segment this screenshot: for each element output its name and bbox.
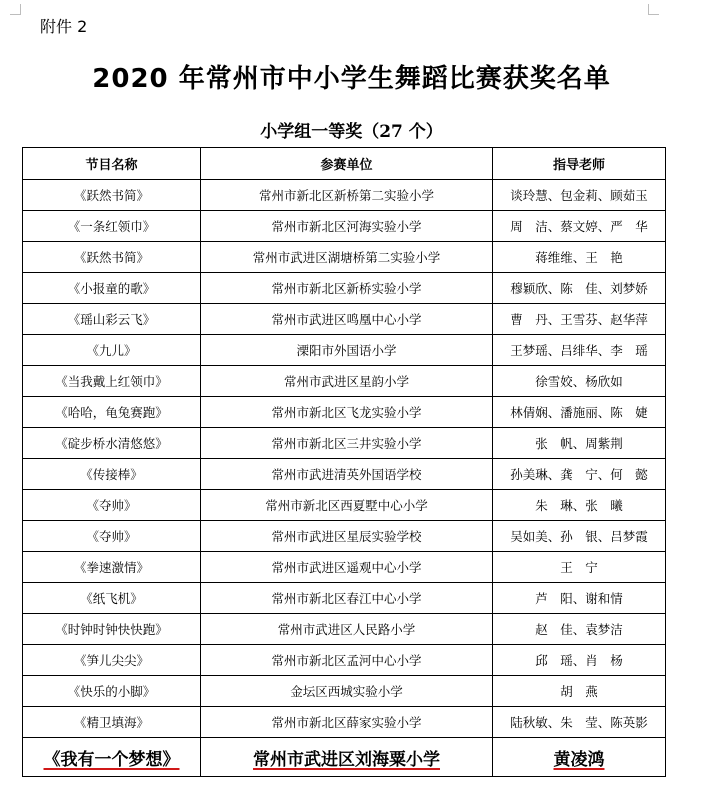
unit-cell: 常州市新北区新桥实验小学 — [201, 273, 493, 304]
program-cell: 《夺帅》 — [23, 521, 201, 552]
program-cell: 《传接棒》 — [23, 459, 201, 490]
table-row — [23, 552, 666, 583]
unit-cell: 溧阳市外国语小学 — [201, 335, 493, 366]
unit-cell: 常州市武进区鸣凰中心小学 — [201, 304, 493, 335]
teacher-cell: 邱 瑶、肖 杨 — [493, 645, 666, 676]
teacher-cell: 谈玲慧、包金莉、顾茹玉 — [493, 180, 666, 211]
unit-cell: 常州市新北区新桥第二实验小学 — [201, 180, 493, 211]
teacher-cell: 张 帆、周紫荆 — [493, 428, 666, 459]
teacher-cell: 周 洁、蔡文婷、严 华 — [493, 211, 666, 242]
document-title: 2020 年常州市中小学生舞蹈比赛获奖名单 — [92, 64, 611, 94]
unit-cell: 常州市新北区飞龙实验小学 — [201, 397, 493, 428]
program-cell: 《碇步桥水清悠悠》 — [23, 428, 201, 459]
table-row — [23, 583, 666, 614]
program-cell: 《夺帅》 — [23, 490, 201, 521]
program-cell: 《当我戴上红领巾》 — [23, 366, 201, 397]
table-row — [23, 211, 666, 242]
program-cell: 《纸飞机》 — [23, 583, 201, 614]
unit-cell: 常州市武进区刘海粟小学 — [201, 738, 493, 777]
header-unit: 参赛单位 — [201, 148, 493, 180]
header-teacher: 指导老师 — [493, 148, 666, 180]
teacher-cell: 孙美琳、龚 宁、何 懿 — [493, 459, 666, 490]
table-row — [23, 180, 666, 211]
table-row — [23, 397, 666, 428]
unit-cell: 常州市武进区遥观中心小学 — [201, 552, 493, 583]
table-row — [23, 707, 666, 738]
table-row — [23, 428, 666, 459]
teacher-cell: 林倩娴、潘施丽、陈 婕 — [493, 397, 666, 428]
teacher-cell: 吴如美、孙 银、吕梦霞 — [493, 521, 666, 552]
section-subtitle: 小学组一等奖（27 个） — [260, 122, 443, 142]
table-row — [23, 490, 666, 521]
unit-cell: 常州市武进区星辰实验学校 — [201, 521, 493, 552]
teacher-cell: 穆颖欣、陈 佳、刘梦娇 — [493, 273, 666, 304]
table-row — [23, 521, 666, 552]
award-table — [22, 147, 666, 777]
unit-cell: 常州市武进区湖塘桥第二实验小学 — [201, 242, 493, 273]
table-row — [23, 459, 666, 490]
unit-cell: 常州市新北区三井实验小学 — [201, 428, 493, 459]
unit-cell: 常州市新北区孟河中心小学 — [201, 645, 493, 676]
teacher-cell: 徐雪姣、杨欣如 — [493, 366, 666, 397]
program-cell: 《瑶山彩云飞》 — [23, 304, 201, 335]
program-cell: 《快乐的小脚》 — [23, 676, 201, 707]
table-row — [23, 242, 666, 273]
table-row — [23, 645, 666, 676]
program-cell: 《精卫填海》 — [23, 707, 201, 738]
teacher-cell: 王 宁 — [493, 552, 666, 583]
program-cell: 《时钟时钟快快跑》 — [23, 614, 201, 645]
teacher-cell: 黄凌鸿 — [493, 738, 666, 777]
table-header-row — [23, 148, 666, 180]
program-cell: 《跃然书简》 — [23, 242, 201, 273]
unit-cell: 常州市武进区星韵小学 — [201, 366, 493, 397]
program-cell: 《跃然书简》 — [23, 180, 201, 211]
teacher-cell: 蒋维维、王 艳 — [493, 242, 666, 273]
teacher-cell: 朱 琳、张 曦 — [493, 490, 666, 521]
attachment-label: 附件 2 — [40, 17, 88, 36]
program-cell: 《小报童的歌》 — [23, 273, 201, 304]
teacher-cell: 赵 佳、袁梦洁 — [493, 614, 666, 645]
table-row — [23, 304, 666, 335]
teacher-cell: 陆秋敏、朱 莹、陈英影 — [493, 707, 666, 738]
program-cell: 《九儿》 — [23, 335, 201, 366]
corner-mark-left — [10, 4, 21, 15]
table-row — [23, 676, 666, 707]
program-cell: 《哈哈，龟兔赛跑》 — [23, 397, 201, 428]
table-row — [23, 273, 666, 304]
program-cell: 《笋儿尖尖》 — [23, 645, 201, 676]
teacher-cell: 胡 燕 — [493, 676, 666, 707]
corner-mark-right — [648, 4, 659, 15]
unit-cell: 常州市武进清英外国语学校 — [201, 459, 493, 490]
table-row — [23, 614, 666, 645]
header-program: 节目名称 — [23, 148, 201, 180]
teacher-cell: 王梦瑶、吕绯华、李 瑶 — [493, 335, 666, 366]
unit-cell: 常州市新北区河海实验小学 — [201, 211, 493, 242]
table-row — [23, 335, 666, 366]
program-cell: 《我有一个梦想》 — [23, 738, 201, 777]
table-row — [23, 738, 666, 777]
teacher-cell: 芦 阳、谢和情 — [493, 583, 666, 614]
program-cell: 《拳速激情》 — [23, 552, 201, 583]
unit-cell: 常州市新北区薛家实验小学 — [201, 707, 493, 738]
table-body — [23, 180, 666, 777]
table-row — [23, 366, 666, 397]
unit-cell: 常州市新北区春江中心小学 — [201, 583, 493, 614]
unit-cell: 常州市武进区人民路小学 — [201, 614, 493, 645]
program-cell: 《一条红领巾》 — [23, 211, 201, 242]
teacher-cell: 曹 丹、王雪芬、赵华萍 — [493, 304, 666, 335]
unit-cell: 常州市新北区西夏墅中心小学 — [201, 490, 493, 521]
unit-cell: 金坛区西城实验小学 — [201, 676, 493, 707]
